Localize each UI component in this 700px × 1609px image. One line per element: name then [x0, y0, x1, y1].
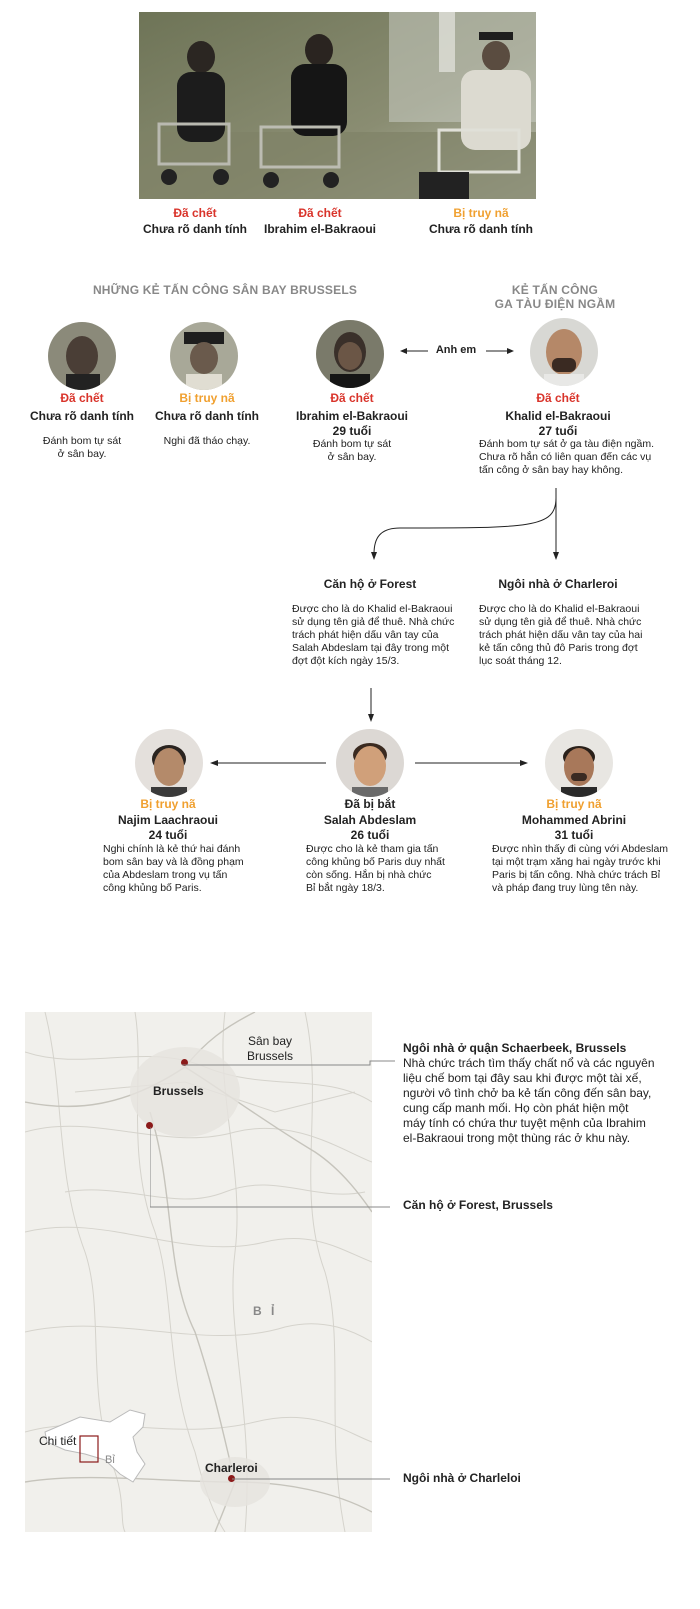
khalid-desc [479, 438, 679, 477]
location-forest-title: Căn hộ ở Forest [323, 577, 417, 591]
suspect-card-abrini [504, 797, 644, 842]
desc-line: ở sân bay. [57, 448, 107, 460]
suspect-desc-abdeslam [306, 843, 476, 895]
schaerbeek-title: Ngôi nhà ở quận Schaerbeek, Brussels [403, 1041, 627, 1055]
map-label-charleroi: Charleroi [205, 1461, 258, 1475]
location-charleroi-desc [479, 603, 679, 668]
suspect-age: 24 tuổi [148, 828, 188, 842]
desc-line: Paris bị tấn công. Nhà chức trách Bỉ [492, 869, 661, 881]
annotation-line: Nhà chức trách tìm thấy chất nổ và các nguyên [403, 1056, 655, 1070]
portrait-laachraoui [135, 729, 203, 797]
desc-line: ở sân bay. [327, 451, 377, 463]
map-leader-lines [150, 1055, 400, 1485]
attacker-age: 27 tuổi [538, 424, 578, 438]
attacker-desc [282, 438, 422, 464]
annotation-schaerbeek [403, 1041, 693, 1146]
attacker-status: Đã chết [536, 391, 580, 405]
abdeslam-link-arrows [210, 757, 530, 769]
suspect-name: Mohammed Abrini [521, 813, 627, 827]
photo-caption-2 [250, 206, 390, 236]
portrait-khalid [530, 318, 598, 386]
portrait-unknown-wanted [170, 322, 238, 390]
suspect-age: 26 tuổi [350, 828, 390, 842]
location-charleroi-title: Ngôi nhà ở Charleroi [498, 577, 618, 591]
desc-line: Được nhìn thấy đi cùng với Abdeslam [492, 843, 669, 855]
attacker-card-4 [478, 391, 638, 438]
attacker-age: 29 tuổi [332, 424, 372, 438]
suspect-status: Đã bị bắt [344, 797, 396, 811]
desc-line: của Abdeslam trong vụ tấn [103, 869, 228, 881]
desc-line: công khủng bố Paris. [103, 882, 202, 894]
location-forest-desc [292, 603, 482, 668]
desc-line: sử dụng tên giả để thuê. Nhà chức [292, 616, 455, 628]
annotation-line: máy tính có chứa thư tuyệt mệnh của Ibrahim [403, 1116, 646, 1130]
desc-line: lục soát tháng 12. [479, 655, 562, 667]
map-label-inset-country: Bỉ [105, 1454, 115, 1466]
desc-line: Được cho là do Khalid el-Bakraoui [292, 603, 453, 615]
desc-line: Được cho là kẻ tham gia tấn [306, 843, 439, 855]
caption-status: Đã chết [173, 206, 217, 220]
desc-line: Đánh bom tự sát [42, 435, 122, 447]
brothers-label: Anh em [435, 344, 477, 356]
desc-line: bom sân bay và là đồng phạm [103, 856, 244, 868]
attacker-card-3 [282, 391, 422, 464]
desc-line: đợt đột kích ngày 15/3. [292, 655, 400, 667]
attacker-name: Ibrahim el-Bakraoui [295, 409, 409, 423]
annotation-forest: Căn hộ ở Forest, Brussels [403, 1198, 553, 1212]
cctv-photo [139, 12, 536, 199]
attacker-status: Đã chết [330, 391, 374, 405]
caption-name: Chưa rõ danh tính [428, 222, 533, 236]
suspect-desc-abrini [492, 843, 697, 895]
annotation-line: liệu chế bom tại đây sau khi được một tài xế, [403, 1071, 642, 1085]
attacker-name: Khalid el-Bakraoui [505, 409, 611, 423]
desc-line: còn sống. Hắn bị nhà chức [306, 869, 432, 881]
portrait-abrini [545, 729, 613, 797]
desc-line: Đánh bom tự sát [312, 438, 392, 450]
map-label-belgium: B Ỉ [253, 1304, 278, 1318]
desc-line: Nghi đã tháo chạy. [163, 435, 251, 447]
annotation-line: cung cấp manh mối. Họ còn phát hiện một [403, 1101, 629, 1115]
desc-line: tấn công ở sân bay hay không. [479, 464, 624, 476]
portrait-ibrahim [316, 320, 384, 388]
location-connector-arrows [360, 488, 570, 568]
suspect-card-laachraoui [98, 797, 238, 842]
desc-line: tại một trạm xăng hai ngày trước khi [492, 856, 661, 868]
metro-heading-line1: KẺ TẤN CÔNG [511, 283, 599, 297]
caption-status: Bị truy nã [453, 206, 509, 220]
desc-line: công khủng bố Paris duy nhất [306, 856, 445, 868]
airport-label-line2: Brussels [246, 1049, 293, 1063]
desc-line: trách phát hiện dấu vân tay của [292, 629, 439, 641]
metro-attacker-heading [470, 283, 640, 311]
attacker-card-1 [12, 391, 152, 461]
caption-status: Đã chết [298, 206, 342, 220]
annotation-charleroi: Ngôi nhà ở Charleloi [403, 1471, 521, 1485]
attacker-name: Chưa rõ danh tính [29, 409, 134, 423]
suspect-card-abdeslam [300, 797, 440, 842]
caption-name: Chưa rõ danh tính [142, 222, 247, 236]
attacker-name: Chưa rõ danh tính [154, 409, 259, 423]
desc-line: kẻ tấn công thủ đô Paris trong đợt [479, 642, 638, 654]
photo-caption-3 [411, 206, 551, 236]
annotation-line: người vô tình chở ba kẻ tấn công đến sân bay, [403, 1086, 652, 1100]
attacker-desc [137, 435, 277, 448]
attacker-card-2 [137, 391, 277, 448]
desc-line: Bỉ bắt ngày 18/3. [306, 882, 385, 894]
abdeslam-arrow [365, 688, 377, 722]
airport-attackers-heading: NHỮNG KẺ TẤN CÔNG SÂN BAY BRUSSELS [92, 283, 358, 297]
desc-line: sử dụng tên giả để thuê. Nhà chức [479, 616, 642, 628]
desc-line: Chưa rõ hắn có liên quan đến các vụ [479, 451, 652, 463]
attacker-status: Bị truy nã [179, 391, 235, 405]
attacker-desc [12, 435, 152, 461]
annotation-line: el-Bakraoui trong một thùng rác ở khu này. [403, 1131, 631, 1145]
desc-line: trách phát hiện dấu vân tay của hai [479, 629, 643, 641]
caption-name: Ibrahim el-Bakraoui [263, 222, 377, 236]
metro-heading-line2: GA TÀU ĐIỆN NGẦM [494, 297, 616, 311]
map-label-detail: Chi tiết [39, 1434, 77, 1448]
desc-line: Salah Abdeslam tại đây trong một [292, 642, 450, 654]
desc-line: và pháp đang truy lùng tên này. [492, 882, 639, 894]
attacker-status: Đã chết [60, 391, 104, 405]
desc-line: Đánh bom tự sát ở ga tàu điện ngầm. [479, 438, 655, 450]
airport-label-line1: Sân bay [247, 1034, 293, 1048]
desc-line: Nghi chính là kẻ thứ hai đánh [103, 843, 241, 855]
suspect-name: Najim Laachraoui [117, 813, 219, 827]
suspect-age: 31 tuổi [554, 828, 594, 842]
suspect-desc-laachraoui [103, 843, 273, 895]
suspect-name: Salah Abdeslam [323, 813, 417, 827]
suspect-status: Bị truy nã [546, 797, 602, 811]
photo-caption-1 [125, 206, 265, 236]
suspect-status: Bị truy nã [140, 797, 196, 811]
portrait-unknown-dead [48, 322, 116, 390]
desc-line: Được cho là do Khalid el-Bakraoui [479, 603, 640, 615]
map-label-brussels: Brussels [153, 1084, 204, 1098]
